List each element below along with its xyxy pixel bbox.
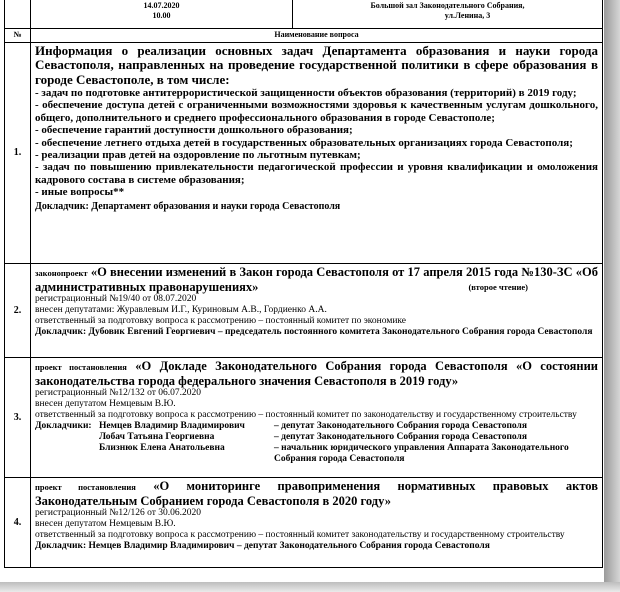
reporter-name: Близнюк Елена Анатольевна [98,442,225,453]
item-number: 2. [5,263,31,357]
reporters-table [35,421,598,464]
item-reporter: Докладчик: Департамент образования и науки города Севастополя [35,200,341,212]
reporter-name: Лобач Татьяна Георгиевна [98,431,215,442]
item-title-block [35,359,598,388]
item-title-block [35,479,598,508]
item-number: 4. [5,477,31,567]
reporter-role: – депутат Законодательного Собрания города Севастополя [274,431,528,442]
item-number: 3. [5,357,31,477]
item-content [31,357,603,477]
agenda-item-3 [5,357,603,477]
meeting-date: 14.07.2020 [143,1,180,10]
column-header-row [5,28,603,42]
item-committee: ответственный за подготовку вопроса к рассмотрению – постоянный комитет законодательству и государственному строительству [35,529,565,540]
item-title: «О мониторинге правоприменения нормативных правовых актов Законодательным Собранием города Севастополя в 2020 году» [35,478,598,508]
item-title: Информация о реализации основных задач Департамента образования и науки города Севастополя, направленных на проведение государственной политики в сфере образования в городе Севастополе, в том числе: [35,42,598,87]
item-authors: внесен депутатом Немцевым В.Ю. [35,398,176,409]
item-title-block [35,265,598,294]
item-bullet: - обеспечение доступа детей с ограниченными возможностями здоровья к качественным услугам дошкольного, общего, дополнительного и среднего профессионального образования в городе Севастополе; [35,99,598,124]
meeting-place-line2: ул.Ленина, 3 [444,11,491,20]
item-reporter: Докладчик: Дубовик Евгений Георгиевич – председатель постоянного комитета Законодательного Собрания города Севастополя [35,327,593,338]
item-content [31,477,603,567]
agenda-item-4 [5,477,603,567]
item-authors: внесен депутатом Немцевым В.Ю. [35,518,176,529]
agenda-item-1 [5,42,603,263]
date-time-cell [31,0,293,28]
item-registration: регистрационный №12/132 от 06.07.2020 [35,387,202,398]
item-reading: (второе чтение) [468,281,528,292]
item-title: «О внесении изменений в Закон города Севастополя от 17 апреля 2015 года №130-ЗС «Об административных правонарушениях» [35,264,598,294]
item-authors: внесен депутатами: Журавлевым И.Г., Куриновым А.В., Гордиенко А.А. [35,304,327,315]
item-bullet: - иные вопросы** [35,186,125,199]
agenda-table [4,0,603,568]
reporter-role: – депутат Законодательного Собрания города Севастополя [274,421,528,432]
item-committee: ответственный за подготовку вопроса к рассмотрению – постоянный комитет по экономике [35,315,407,326]
item-type: проект постановления [35,361,127,372]
item-committee: ответственный за подготовку вопроса к рассмотрению – постоянный комитет по законодательству и государственному строительству [35,409,577,420]
place-cell [293,0,603,28]
item-type: законопроект [35,267,88,278]
page-shadow-right [604,0,620,592]
reporter-name: Немцев Владимир Владимирович [98,421,245,432]
item-registration: регистрационный №19/40 от 08.07.2020 [35,293,197,304]
item-content [31,263,603,357]
agenda-item-2 [5,263,603,357]
column-number-header: № [5,28,31,42]
reporters-label: Докладчики: [35,421,92,432]
item-type: проект постановления [35,481,136,492]
meeting-time: 10.00 [152,11,171,20]
meeting-place-line1: Большой зал Законодательного Собрания, [370,1,525,10]
item-number: 1. [5,42,31,263]
header-row [5,0,603,28]
item-bullet: - обеспечение летнего отдыха детей в государственных образовательных организациях города Севастополя; [35,136,573,149]
item-bullet: - реализации прав детей на оздоровление по льготным путевкам; [35,149,361,162]
item-registration: регистрационный №12/126 от 30.06.2020 [35,507,202,518]
item-reporter: Докладчик: Немцев Владимир Владимирович – депутат Законодательного Собрания города Севастополя [35,541,490,552]
column-title-header: Наименование вопроса [31,28,603,42]
page-shadow-bottom [0,582,620,592]
item-bullet: - обеспечение гарантий доступности дошкольного образования; [35,124,353,137]
item-bullet: - задач по подготовке антитеррористической защищенности объектов образования (территорий) в 2019 году; [35,87,577,99]
item-content [31,42,603,263]
item-bullet: - задач по повышению привлекательности педагогической профессии и уровня квалификации и омоложения кадрового состава в системе образования; [35,161,598,186]
reporter-role: – начальник юридического управления Аппарата Законодательного Собрания города Севастополя [274,442,569,464]
item-title: «О Докладе Законодательного Собрания города Севастополя «О состоянии законодательства города федерального значения Севастополя в 2019 году» [35,358,598,388]
